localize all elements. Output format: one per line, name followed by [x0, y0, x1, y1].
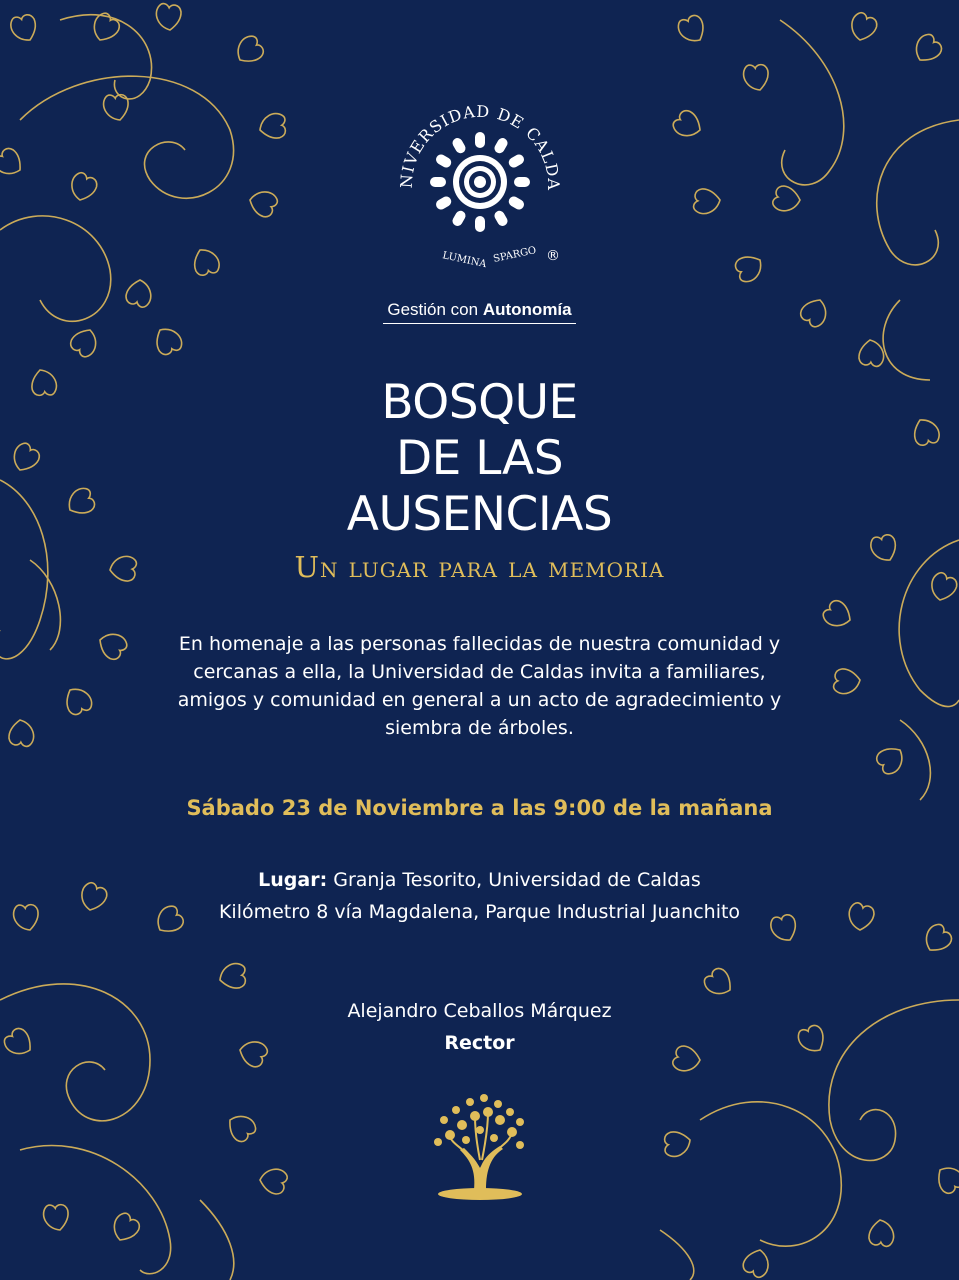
signer-name: Alejandro Ceballos Márquez [347, 1000, 612, 1022]
logo-motto-left: LUMINA [441, 250, 488, 270]
university-logo [390, 90, 570, 270]
body-line-3: amigos y comunidad en general a un acto de agradecimiento y [177, 689, 782, 711]
signer-title: Rector [444, 1032, 515, 1054]
event-date: Sábado 23 de Noviembre a las 9:00 de la mañana [186, 796, 773, 820]
place-label: Lugar: [258, 869, 328, 891]
body-line-4: siembra de árboles. [385, 717, 574, 739]
title-line-1: BOSQUE [381, 375, 578, 430]
body-line-1: En homenaje a las personas fallecidas de nuestra comunidad y [178, 633, 781, 655]
slogan [0, 300, 959, 324]
body-line-2: cercanas a ella, la Universidad de Caldas invita a familiares, [193, 661, 766, 683]
event-subtitle: Un lugar para la memoria [294, 550, 665, 584]
invitation-text [0, 630, 959, 742]
place-line-2: Kilómetro 8 vía Magdalena, Parque Industrial Juanchito [218, 901, 741, 923]
event-title [0, 375, 959, 543]
tree-icon [420, 1090, 540, 1200]
title-line-3: AUSENCIAS [346, 487, 613, 542]
university-sun-logo-icon [390, 90, 570, 270]
registered-mark: ® [546, 248, 560, 264]
logo-motto-right: SPARGO [492, 245, 538, 265]
slogan-bold: Autonomía [482, 300, 572, 319]
event-place [0, 864, 959, 928]
signature-block [0, 995, 959, 1059]
title-line-2: DE LAS [395, 431, 564, 486]
slogan-normal: Gestión con [387, 300, 479, 319]
logo-name: NIVERSIDAD DE CALDA [396, 101, 564, 191]
place-line-1: Granja Tesorito, Universidad de Caldas [333, 869, 701, 891]
